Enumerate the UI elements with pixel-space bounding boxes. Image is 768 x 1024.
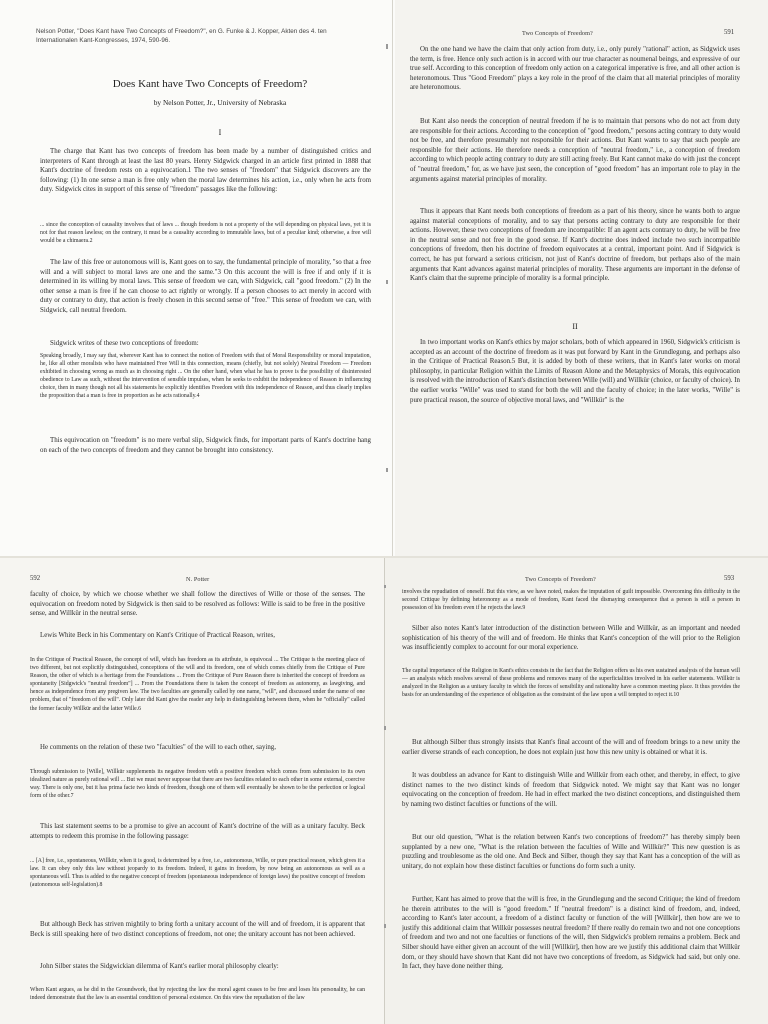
body-paragraph: The charge that Kant has two concepts of freedom has been made by a number of distinguished critics and interpreters of Kant through at least the last 80 years. Henry Sidgwick charged in an article first printed in 1888 that Kant's doctrine of freedom rests on a equivocation.1 The two senses of "freedom" that Sidgwick discovers are the following: (1) In one sense a man is free only when the moral law determines his action, i.e., only when he acts from duty. Sidgwick cites in support of this sense of "freedom" passages like the following: xyxy=(40,148,371,194)
block-quote: involves the repudiation of oneself. But this view, as we have noted, makes the imputation of guilt impossible. Overcoming this difficulty in the second Critique by defining heteronomy as a mode of freedom, Kant faced the dismaying consequence that a person is still a person in possession of his freedom even if he rejects the law.9 xyxy=(402,589,740,612)
page-number: 591 xyxy=(724,29,735,36)
scan-mark xyxy=(384,924,386,928)
body-paragraph: But Kant also needs the conception of neutral freedom if he is to maintain that persons who do not act from duty are responsible for their actions. According to the conception of "good freedom," persons acting contrary to duty would not be free, and therefore presumably not responsible for their actions. But Kant wants to say that such people are responsible for their actions. He therefore needs a conception of "neutral freedom," i.e., a conception of freedom according to which people acting contrary to duty are still acting freely. But Kant cannot make do with just the concept of "neutral freedom," for, as we have just seen, the conception of "good freedom" has an important role to play in the arguments against material principles of morality. xyxy=(410,118,740,183)
scan-mark xyxy=(386,468,388,472)
block-quote: In the Critique of Practical Reason, the concept of will, which has freedom as its attribute, is equivocal ... The Critique is the meeting place of two different, but not explicitly distinguished, conceptions of the will and its freedom, one of which comes chiefly from the Critique of Pure Reason, the other of which is a heritage from the Foundations ... From the Critique of Pure Reason there is inherited the concept of freedom as spontaneity [Sidgwick's "neutral freedom"] ... From the Foundations there is taken the concept of freedom as autonomy, as lawgiving, and hence as independence from any pregiven law. The two faculties are generally called by one name, "will", and discussed under the name of one problem, that of "freedom of the will". Only later did Kant give the reader any help in distinguishing between them, when he "officially" called the former faculty Willkür and the latter Wille.6 xyxy=(30,657,365,712)
body-paragraph: This last statement seems to be a promise to give an account of Kant's doctrine of the will as a unitary faculty. Beck attempts to redeem this promise in the following passage: xyxy=(30,823,365,840)
body-paragraph: Lewis White Beck in his Commentary on Kant's Critique of Practical Reason, writes, xyxy=(40,632,275,639)
page-gutter-divider xyxy=(392,0,393,556)
body-paragraph: Silber also notes Kant's later introduction of the distinction between Wille and Willkür, as an important and needed sophistication of his theory of the will and of freedom. He thinks that Kant's conception of the will prior to the Religion was insufficiently complex to account for our moral experience. xyxy=(402,625,740,652)
body-paragraph: But although Beck has striven mightily to bring forth a unitary account of the will and of freedom, it is apparent that Beck is still speaking here of two distinct conceptions of freedom, not one; the unitary account has not been achieved. xyxy=(30,921,365,938)
author-byline: by Nelson Potter, Jr., University of Nebraska xyxy=(153,98,287,107)
section-heading-2: II xyxy=(572,322,578,331)
body-paragraph: Further, Kant has aimed to prove that the will is free, in the Grundlegung and the second Critique; the kind of freedom he therein attributes to the will is "good freedom." If "neutral freedom" is a distinct kind of freedom, and, indeed, according to Kant's later account, a freedom of a distinct faculty or function of the will [Willkür], then how are we to justify this additional claim that Willkür possesses neutral freedom? If there really do remain two and not one conceptions of freedom and two and not one faculties or functions of the will, then Sidgwick's problem remains a problem. Beck and Silber should have either given an account of the will [Willkür], then how are we justify this additional claim that Willkür dom, or they should have shown that Kant did not have two conceptions of freedom, as Sidgwick had said, but only one. In fact, they have done neither thing. xyxy=(402,896,740,971)
citation-reference: Nelson Potter, "Does Kant have Two Concepts of Freedom?", en G. Funke & J. Kopper, Akten des 4. ten Internationalen Kant-Kongresses, 1974, 590-96. xyxy=(36,28,327,44)
section-heading-1: I xyxy=(218,128,222,137)
body-paragraph: The law of this free or autonomous will is, Kant goes on to say, the fundamental principle of morality, "so that a free will and a will subject to moral laws are one and the same."3 On this account the will is free if and only if it is determined in its willing by moral laws. This sense of freedom we can, with Sidgwick, call "good freedom." (2) In the other sense a man is free if he can choose to act rightly or wrongly. If a person chooses to act merely in accord with duty or contrary to duty, that action is freely chosen in this second sense of "free." This sense of freedom we can, with Sidgwick, call neutral freedom. xyxy=(40,259,371,314)
body-paragraph: But our old question, "What is the relation between Kant's two conceptions of freedom?" has thereby simply been supplanted by a new one, "What is the relation between the faculties of Wille and Willkür?" This new question is as puzzling and troublesome as the old one. And Beck and Silber, though they say that Kant has a conception of the will as unitary, do not explain how these distinct faculties or functions do form such a unity. xyxy=(402,834,740,870)
body-paragraph: In two important works on Kant's ethics by major scholars, both of which appeared in 1960, Sidgwick's criticism is accepted as an account of the doctrine of freedom as it was put forward by Kant in the Grundlegung, and perhaps also in the Critique of Practical Reason.5 But, it is added by both of these writers, that in Kant's later works on moral philosophy, in particular Religion within the Limits of Reason Alone and the Metaphysics of Morals, this equivocation is resolved with the introduction of Kant's distinction between Wille (will) and Willkür (choice, or faculty of choice). In the earlier works "Wille" was used to stand for both the will and the faculty of choice; in the later works, "Wille" is pure practical reason, the source of objective moral laws, and "Willkür" is the xyxy=(410,339,740,404)
body-paragraph: It was doubtless an advance for Kant to distinguish Wille and Willkür from each other, and thereby, in effect, to give distinct names to the two distinct kinds of freedom that Sidgwick noted. We might say that Kant was no longer equivocating on the conception of freedom. He had in effect marked the two distinct conceptions, and distinguished them by naming two distinct faculties or functions of the will. xyxy=(402,772,740,808)
block-quote: Through submission to [Wille], Willkür supplements its negative freedom with a positive freedom which comes from submission to its own idealized nature as purely rational will ... But we must never suppose that there are two faculties related to each other in some external, coercive way. There is only one, but it has prima facie two kinds of freedom, though one of them will eventually be shown to be the perfection or logical form of the other.7 xyxy=(30,769,365,800)
body-paragraph: He comments on the relation of these two "faculties" of the will to each other, saying, xyxy=(40,744,276,751)
block-quote: ... since the conception of causality involves that of laws ... though freedom is not a property of the will depending on physical laws, yet it is not for that reason lawless; on the contrary, it must be a causality according to immutable laws, but of a peculiar kind; otherwise, a free will would be a chimaera.2 xyxy=(40,222,371,245)
body-paragraph: But although Silber thus strongly insists that Kant's final account of the will and of freedom brings to a new unity the earlier diverse strands of each conception, he does not explain just how this new unity is obtained or what it is. xyxy=(402,739,740,756)
block-quote: Speaking broadly, I may say that, wherever Kant has to connect the notion of Freedom with that of Moral Responsibility or moral imputation, he, like all other moralists who have maintained Free Will in this connection, means (chiefly, but not solely) Neutral Freedom — Freedom exhibited in choosing wrong as much as in choosing right ... On the other hand, when what he has to prove is the possibility of disinterested obedience to Law as such, without the intervention of sensible impulses, when he seeks to exhibit the independence of Reason in influencing choice, then in many though not all his statements he explicitly identifies Freedom with this independence of Reason, and thus clearly implies the proposition that a man is free in proportion as he acts rationally.4 xyxy=(40,353,371,400)
page-number: 593 xyxy=(724,575,735,582)
scan-mark xyxy=(384,585,386,588)
running-head: Two Concepts of Freedom? xyxy=(522,30,593,37)
scan-mark xyxy=(386,280,388,284)
paper-title: Does Kant have Two Concepts of Freedom? xyxy=(112,78,308,90)
body-paragraph: John Silber states the Sidgwickian dilemma of Kant's earlier moral philosophy clearly: xyxy=(40,963,279,970)
body-paragraph: This equivocation on "freedom" is no mere verbal slip, Sidgwick finds, for important parts of Kant's doctrine hang on each of the two concepts of freedom and they cannot be brought into consistency. xyxy=(40,437,371,454)
block-quote: ... [A] free, i.e., spontaneous, Willkür, when it is good, is determined by a free, i.e., autonomous, Wille, or pure practical reason, which gives it a law. It can obey only this law without jeopardy to its freedom. Indeed, it gains in freedom, by now being an autonomous as well as a spontaneous will. Thus is added to the negative concept of freedom (spontaneous independence of foreign laws) the positive concept of freedom (autonomous self-legislation).8 xyxy=(30,858,365,889)
body-paragraph: faculty of choice, by which we choose whether we shall follow the directives of Wille or those of the senses. The equivocation on freedom noted by Sidgwick is then said to be resolved as follows: Wille is said to be free in the positive sense, and Willkür in the neutral sense. xyxy=(30,591,365,618)
scan-mark xyxy=(384,726,386,730)
running-head: N. Potter xyxy=(186,576,210,583)
block-quote: When Kant argues, as he did in the Groundwork, that by rejecting the law the moral agent ceases to be free and loses his personality, he can indeed demonstrate that the law is an essential condition of personal existence. On this view the repudiation of the law xyxy=(30,987,365,1002)
block-quote: The capital importance of the Religion in Kant's ethics consists in the fact that the Religion offers us his own sustained analysis of the human will — an analysis which resolves several of these problems and removes many of the superficialities involved in his earlier statements. Willkür is analyzed in the Religion as a unitary faculty in which the forces of sensibility and rationality have a common meeting place. It thus provides the basis for an understanding of the experience of obligation as the constraint of the law upon a will tempted to reject it.10 xyxy=(402,668,740,699)
body-paragraph: On the one hand we have the claim that only action from duty, i.e., only purely "rational" action, as Sidgwick uses the term, is free. Hence only such action is in accord with our true character as noumenal beings, and expressive of our true self. According to this conception of freedom only action on a categorical imperative is free, and all other action is heteronomous. Thus "Good Freedom" plays a key role in the proof of the claim that all material principles of morality are heteronomous. xyxy=(410,46,740,92)
running-head: Two Concepts of Freedom? xyxy=(525,576,596,583)
scan-mark xyxy=(386,44,388,49)
body-paragraph: Sidgwick writes of these two conceptions of freedom: xyxy=(50,340,199,347)
body-paragraph: Thus it appears that Kant needs both conceptions of freedom as a part of his theory, since he wants both to argue against material conceptions of morality, and to say that persons acting contrary to duty are responsible for their actions. However, these two conceptions of freedom are incompatible: If an agent acts contrary to duty, he will be free in the neutral sense and not free in the good sense. If Kant's doctrine does indeed include two such incompatible conceptions of freedom, then his doctrine of freedom equivocates at a central, important point. And if Sidgwick is correct, he has put forward a serious criticism, not just of Kant's doctrine of freedom, but perhaps also of the main arguments that Kant advances against material principles of morality. These arguments are important in the defense of Kant's claim that the supreme principle of morality is a formal principle. xyxy=(410,208,740,283)
page-number: 592 xyxy=(30,575,41,582)
